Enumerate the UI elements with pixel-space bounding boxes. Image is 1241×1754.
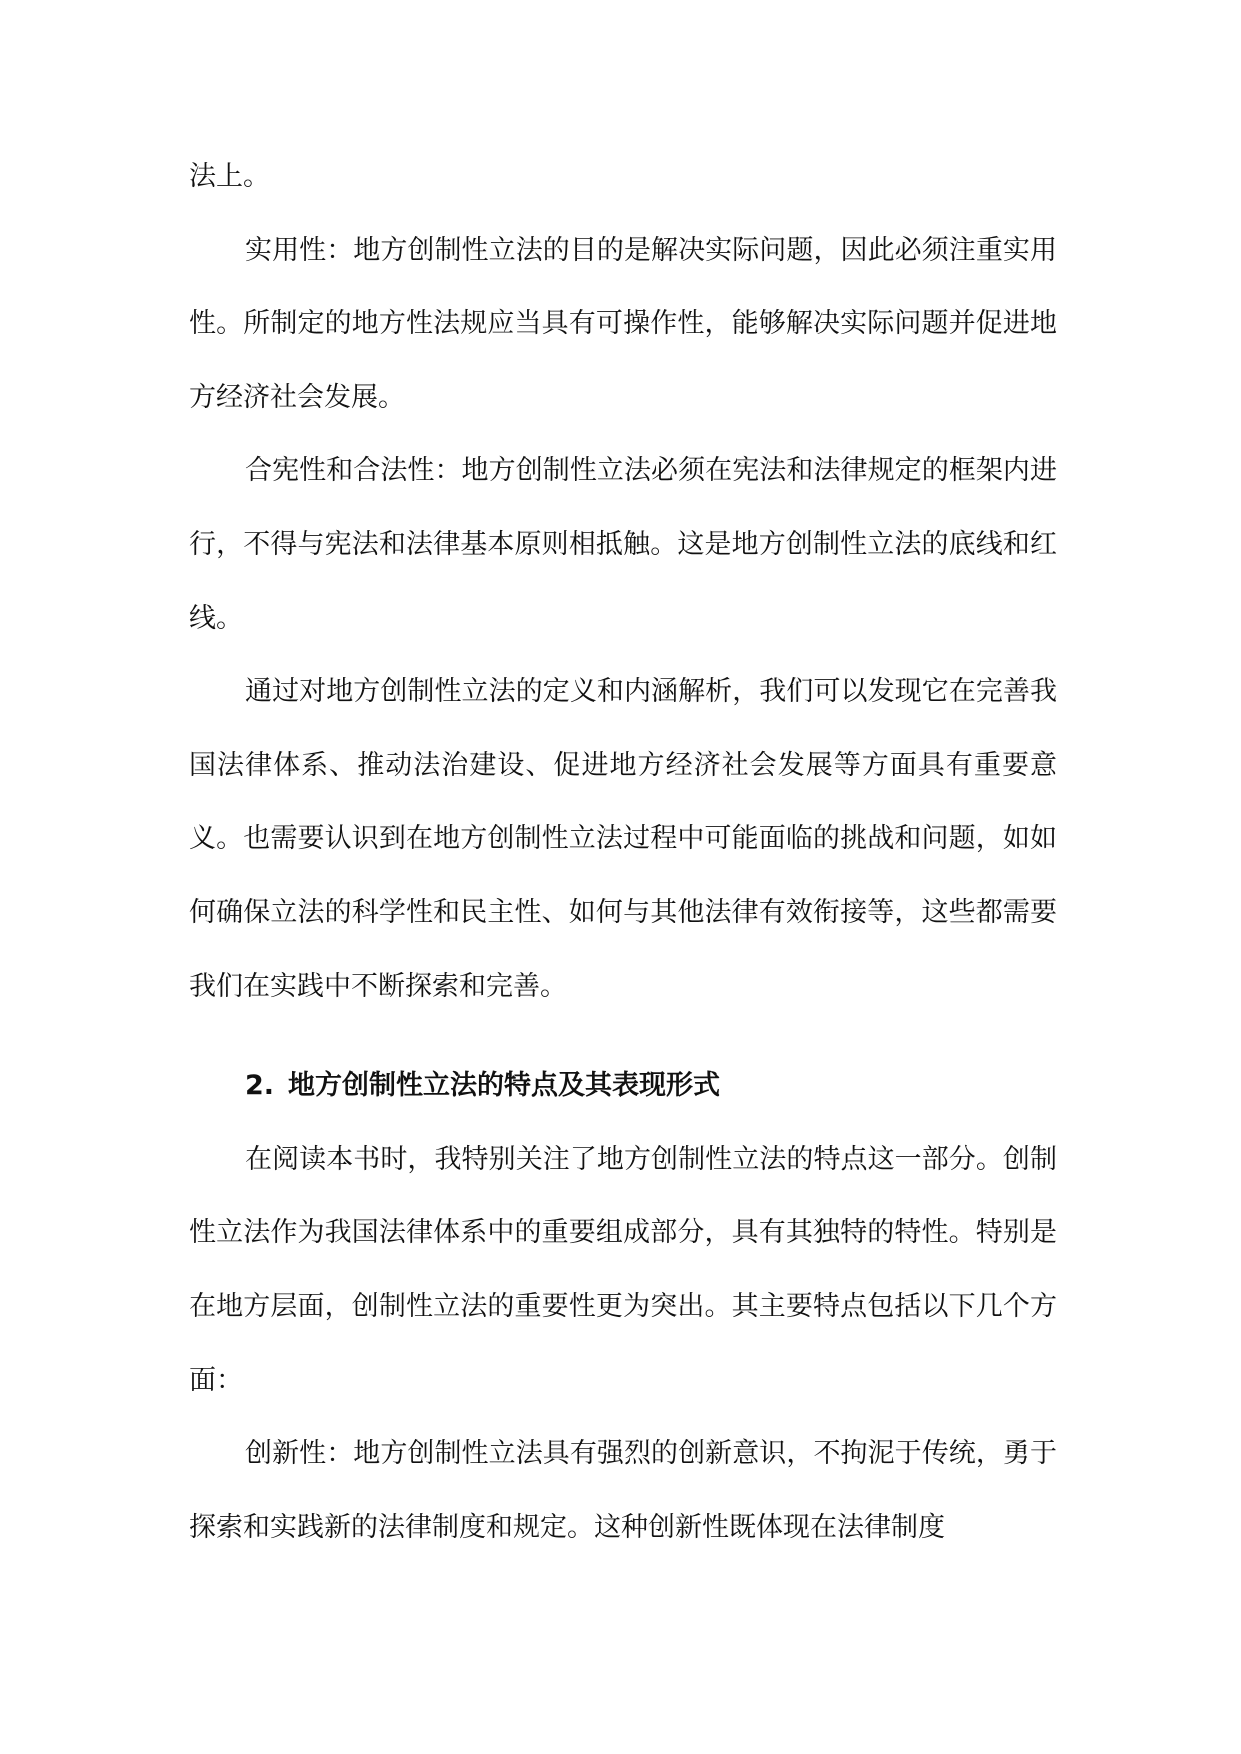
paragraph-practicality: 实用性：地方创制性立法的目的是解决实际问题，因此必须注重实用性。所制定的地方性法规应当具有可操作性，能够解决实际问题并促进地方经济社会发展。 <box>189 234 1057 413</box>
paragraph-innovation: 创新性：地方创制性立法具有强烈的创新意识，不拘泥于传统，勇于探索和实践新的法律制度和规定。这种创新性既体现在法律制度 <box>189 1438 1057 1543</box>
paragraph-continued: 法上。 <box>189 161 270 192</box>
paragraph-constitutionality: 合宪性和合法性：地方创制性立法必须在宪法和法律规定的框架内进行，不得与宪法和法律基本原则相抵触。这是地方创制性立法的底线和红线。 <box>189 455 1057 634</box>
paragraph-reading-focus: 在阅读本书时，我特别关注了地方创制性立法的特点这一部分。创制性立法作为我国法律体系中的重要组成部分，具有其独特的特性。特别是在地方层面，创制性立法的重要性更为突出。其主要特点包括以下几个方面： <box>189 1143 1057 1396</box>
section-heading <box>189 1049 1057 1123</box>
paragraph-summary: 通过对地方创制性立法的定义和内涵解析，我们可以发现它在完善我国法律体系、推动法治建设、促进地方经济社会发展等方面具有重要意义。也需要认识到在地方创制性立法过程中可能面临的挑战和问题，如如何确保立法的科学性和民主性、如何与其他法律有效衔接等，这些都需要我们在实践中不断探索和完善。 <box>189 676 1057 1002</box>
section-number: 2. <box>245 1070 275 1102</box>
section-title: 地方创制性立法的特点及其表现形式 <box>288 1070 721 1102</box>
document-page <box>189 140 1057 1564</box>
section-spacer <box>189 1023 1057 1049</box>
